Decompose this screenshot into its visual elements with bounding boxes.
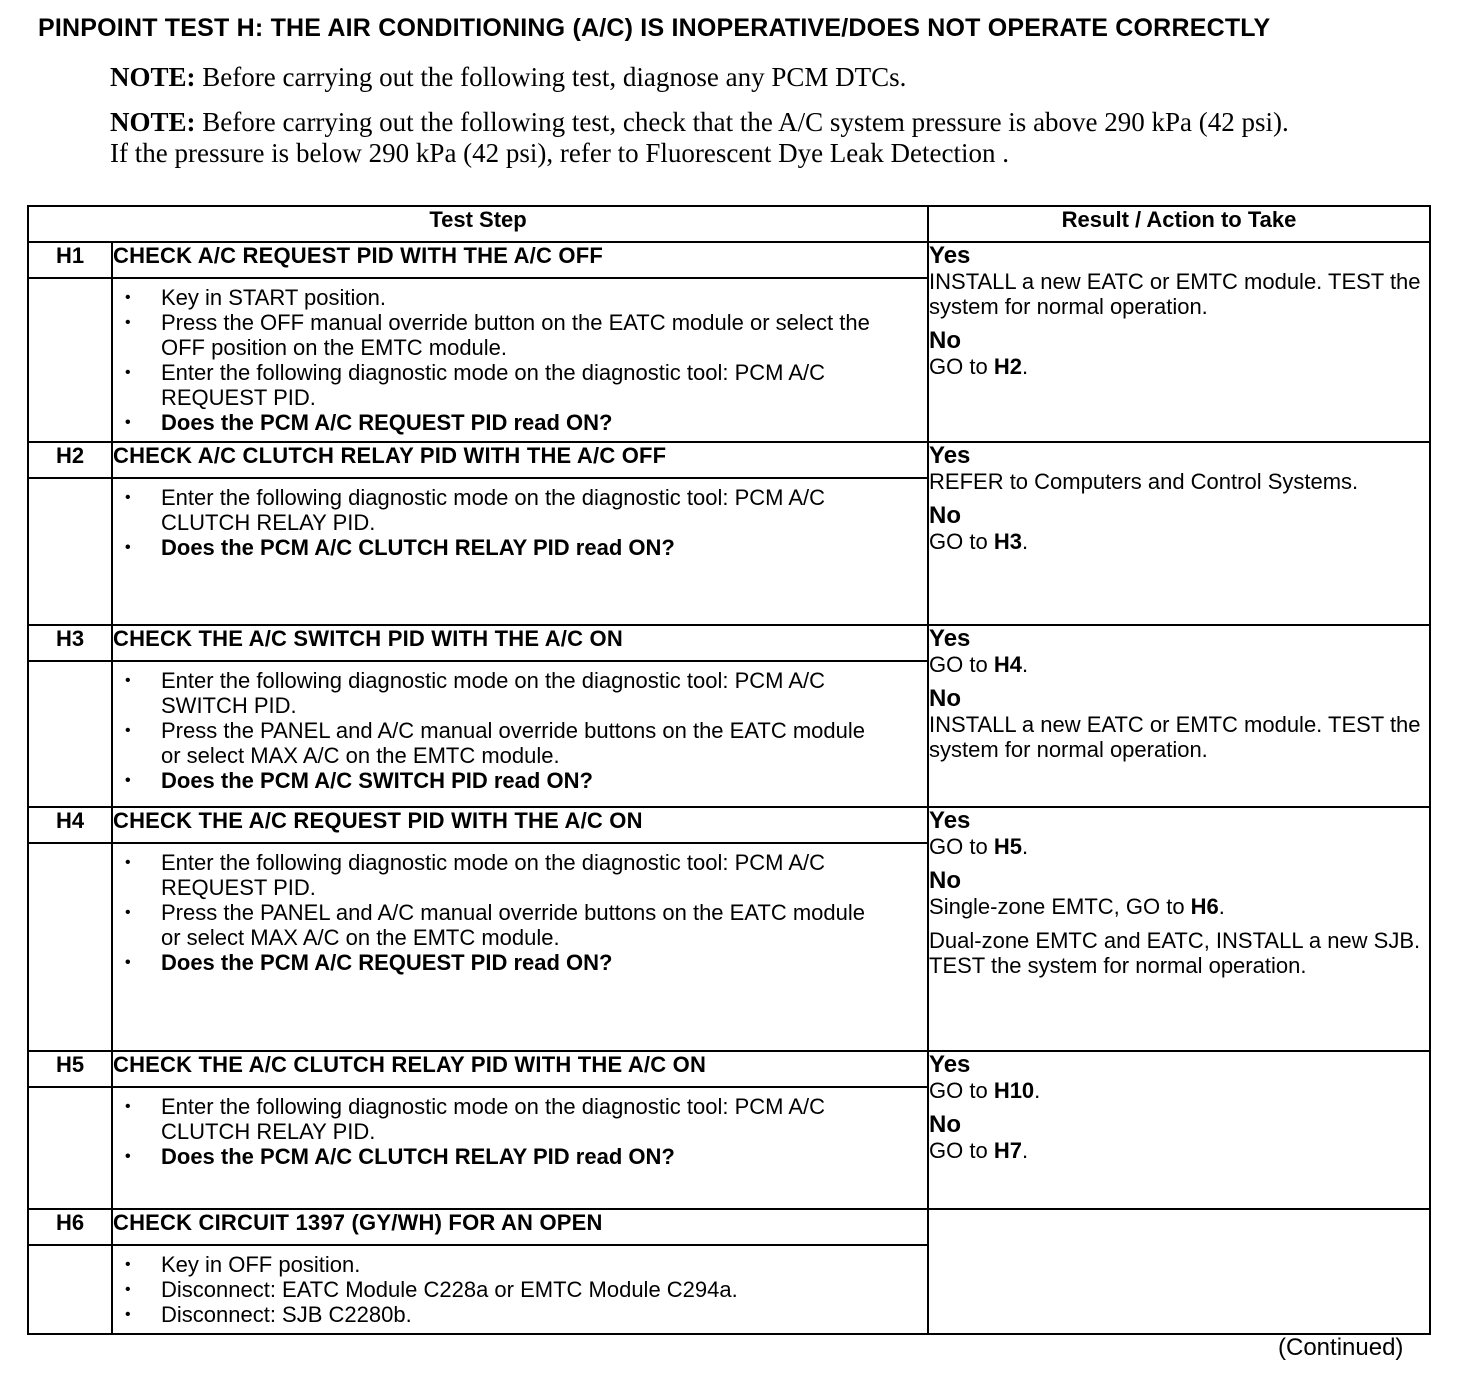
step-body	[112, 661, 928, 807]
step-item: • Disconnect: SJB C2280b.	[113, 1302, 887, 1327]
continued-label: (Continued)	[1278, 1334, 1404, 1361]
no-action	[929, 1138, 1429, 1163]
step-body	[112, 478, 928, 625]
step-id: H2	[28, 442, 112, 478]
step-item: • Enter the following diagnostic mode on the diagnostic tool: PCM A/C CLUTCH RELAY PID.	[113, 485, 887, 535]
step-title: CHECK THE A/C CLUTCH RELAY PID WITH THE A/C ON	[112, 1051, 928, 1087]
step-title: CHECK CIRCUIT 1397 (GY/WH) FOR AN OPEN	[112, 1209, 928, 1245]
result-cell	[928, 242, 1430, 442]
note-2	[110, 107, 1310, 169]
no-action: INSTALL a new EATC or EMTC module. TEST the system for normal operation.	[929, 712, 1421, 762]
result-cell-empty	[928, 1209, 1430, 1334]
step-question: • Does the PCM A/C REQUEST PID read ON?	[113, 950, 887, 975]
yes-label: Yes	[929, 625, 971, 652]
no-label: No	[929, 1111, 962, 1138]
step-reference: H10	[993, 1078, 1035, 1103]
step-item: • Press the OFF manual override button on the EATC module or select the OFF position on the EMTC module.	[113, 310, 887, 360]
pinpoint-test-table	[27, 205, 1431, 1335]
step-item: • Enter the following diagnostic mode on the diagnostic tool: PCM A/C REQUEST PID.	[113, 850, 887, 900]
step-question: • Does the PCM A/C REQUEST PID read ON?	[113, 410, 887, 435]
step-item: • Enter the following diagnostic mode on the diagnostic tool: PCM A/C SWITCH PID.	[113, 668, 887, 718]
step-id: H4	[28, 807, 112, 843]
action-suffix: .	[1021, 354, 1029, 379]
step-body	[112, 843, 928, 1051]
action-suffix: .	[1021, 834, 1029, 859]
yes-action	[929, 652, 1429, 677]
action-suffix: .	[1021, 529, 1029, 554]
yes-label: Yes	[929, 242, 971, 269]
yes-action	[929, 834, 1429, 859]
result-cell	[928, 1051, 1430, 1209]
step-reference: H6	[1190, 894, 1219, 919]
note-text: Before carrying out the following test, check that the A/C system pressure is above 290 kPa (42 psi). If the pressure is below 290 kPa (42 psi), refer to Fluorescent Dye Leak Detection .	[110, 107, 1289, 168]
yes-action: INSTALL a new EATC or EMTC module. TEST the system for normal operation.	[929, 269, 1421, 319]
table-row	[28, 625, 1430, 661]
action-text: GO to	[929, 529, 994, 554]
table-row	[28, 1209, 1430, 1245]
spacer-cell	[28, 278, 112, 442]
action-suffix: .	[1021, 1138, 1029, 1163]
no-action	[929, 354, 1429, 379]
action-text: GO to	[929, 1138, 994, 1163]
note-label: NOTE:	[110, 107, 196, 137]
step-id: H5	[28, 1051, 112, 1087]
step-item: • Key in OFF position.	[113, 1252, 887, 1277]
note-text: Before carrying out the following test, diagnose any PCM DTCs.	[202, 62, 907, 92]
step-reference: H4	[993, 652, 1022, 677]
spacer-cell	[28, 1245, 112, 1334]
action-text: Single-zone EMTC, GO to	[929, 894, 1191, 919]
yes-label: Yes	[929, 442, 971, 469]
step-reference: H7	[993, 1138, 1022, 1163]
step-title: CHECK A/C REQUEST PID WITH THE A/C OFF	[112, 242, 928, 278]
action-text: GO to	[929, 652, 994, 677]
result-cell	[928, 442, 1430, 625]
yes-action: REFER to Computers and Control Systems.	[929, 469, 1359, 494]
header-result-action: Result / Action to Take	[928, 206, 1430, 242]
table-row	[28, 1051, 1430, 1087]
yes-label: Yes	[929, 1051, 971, 1078]
note-label: NOTE:	[110, 62, 196, 92]
step-item: • Key in START position.	[113, 285, 887, 310]
step-id: H3	[28, 625, 112, 661]
step-reference: H5	[993, 834, 1022, 859]
step-id: H6	[28, 1209, 112, 1245]
step-title: CHECK THE A/C SWITCH PID WITH THE A/C ON	[112, 625, 928, 661]
yes-action	[929, 1078, 1429, 1103]
step-body	[112, 1087, 928, 1209]
result-cell	[928, 625, 1430, 807]
table-row	[28, 442, 1430, 478]
spacer-cell	[28, 843, 112, 1051]
action-suffix: .	[1034, 1078, 1041, 1103]
no-action	[929, 894, 1429, 919]
result-cell	[928, 807, 1430, 1051]
table-row	[28, 807, 1430, 843]
step-question: • Does the PCM A/C CLUTCH RELAY PID read ON?	[113, 535, 887, 560]
step-item: • Enter the following diagnostic mode on the diagnostic tool: PCM A/C CLUTCH RELAY PID.	[113, 1094, 887, 1144]
no-label: No	[929, 685, 962, 712]
step-question: • Does the PCM A/C SWITCH PID read ON?	[113, 768, 887, 793]
no-label: No	[929, 502, 962, 529]
step-item: • Press the PANEL and A/C manual override buttons on the EATC module or select MAX A/C on the EMTC module.	[113, 900, 887, 950]
action-text: GO to	[929, 834, 994, 859]
step-item: • Press the PANEL and A/C manual override buttons on the EATC module or select MAX A/C on the EMTC module.	[113, 718, 887, 768]
action-suffix: .	[1218, 894, 1225, 919]
action-suffix: .	[1021, 652, 1029, 677]
yes-label: Yes	[929, 807, 971, 834]
step-question: • Does the PCM A/C CLUTCH RELAY PID read ON?	[113, 1144, 887, 1169]
step-title: CHECK THE A/C REQUEST PID WITH THE A/C ON	[112, 807, 928, 843]
table-row	[28, 242, 1430, 278]
no-action-alternate: Dual-zone EMTC and EATC, INSTALL a new SJB. TEST the system for normal operation.	[929, 928, 1421, 978]
spacer-cell	[28, 478, 112, 625]
step-reference: H3	[993, 529, 1022, 554]
step-item: • Disconnect: EATC Module C228a or EMTC Module C294a.	[113, 1277, 887, 1302]
step-body	[112, 1245, 928, 1334]
action-text: GO to	[929, 354, 994, 379]
step-title: CHECK A/C CLUTCH RELAY PID WITH THE A/C OFF	[112, 442, 928, 478]
header-test-step: Test Step	[28, 206, 928, 242]
no-label: No	[929, 327, 962, 354]
spacer-cell	[28, 661, 112, 807]
no-label: No	[929, 867, 962, 894]
step-item: • Enter the following diagnostic mode on the diagnostic tool: PCM A/C REQUEST PID.	[113, 360, 887, 410]
step-id: H1	[28, 242, 112, 278]
note-1	[110, 62, 1310, 93]
action-text: GO to	[929, 1078, 994, 1103]
step-reference: H2	[993, 354, 1022, 379]
step-body	[112, 278, 928, 442]
no-action	[929, 529, 1429, 554]
page-title: PINPOINT TEST H: THE AIR CONDITIONING (A/C) IS INOPERATIVE/DOES NOT OPERATE CORRECTLY	[38, 14, 1271, 42]
spacer-cell	[28, 1087, 112, 1209]
